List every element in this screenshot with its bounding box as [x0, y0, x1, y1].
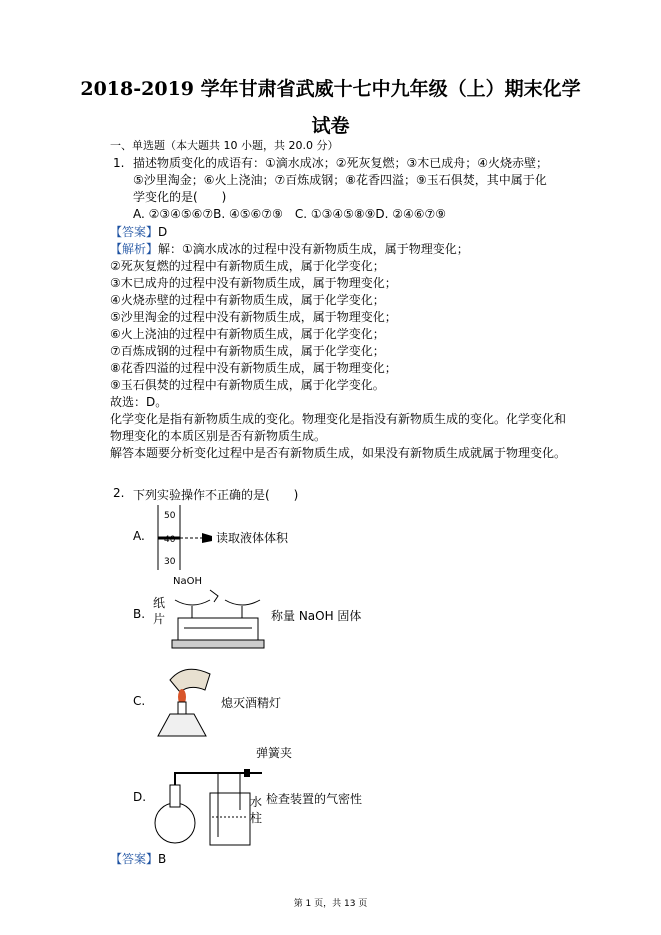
- answer-tag: 【答案】: [110, 852, 159, 866]
- q1-number: 1.: [113, 156, 125, 170]
- analysis-line: ⑦百炼成钢的过程中有新物质生成，属于化学变化；: [110, 344, 385, 358]
- option-d-label: D.: [133, 790, 147, 804]
- q1-stem-line: 学变化的是( ): [133, 190, 227, 204]
- analysis-line: ⑧花香四溢的过程中没有新物质生成，属于物理变化；: [110, 361, 397, 375]
- alcohol-lamp-illustration: [150, 662, 225, 740]
- q1-options: A. ②③④⑤⑥⑦B. ④⑤⑥⑦⑨ C. ①③④⑤⑧⑨D. ②④⑥⑦⑨: [133, 207, 447, 221]
- analysis-line: ③木已成舟的过程中没有新物质生成，属于物理变化；: [110, 276, 397, 290]
- answer-value: D: [158, 225, 168, 239]
- tick-label: 40: [164, 535, 176, 545]
- q2-stem: 下列实验操作不正确的是( ): [133, 488, 299, 502]
- q1-stem-line: ⑤沙里淘金；⑥火上浇油；⑦百炼成钢；⑧花香四溢；⑨玉石俱焚，其中属于化: [133, 173, 547, 187]
- clip-label: 弹簧夹: [256, 746, 293, 760]
- naoh-label: NaOH: [173, 576, 202, 587]
- column-label: 柱: [250, 811, 263, 825]
- answer-value: B: [158, 852, 167, 866]
- water-label: 水: [250, 795, 263, 809]
- option-d-text: 检查装置的气密性: [266, 792, 363, 806]
- analysis-tag: 【解析】: [110, 242, 159, 256]
- balance-illustration: [170, 588, 265, 656]
- q2-number: 2.: [113, 486, 125, 500]
- tick-label: 30: [164, 557, 176, 567]
- analysis-line: 化学变化是指有新物质生成的变化。物理变化是指没有新物质生成的变化。化学变化和: [110, 412, 567, 426]
- analysis-line: 解：①滴水成冰的过程中没有新物质生成，属于物理变化；: [158, 242, 469, 256]
- title-line1: 2018-2019 学年甘肃省武威十七中九年级（上）期末化学: [80, 78, 581, 100]
- option-b-label: B.: [133, 607, 146, 621]
- option-c-text: 熄灭酒精灯: [221, 696, 282, 710]
- paper-label: 片: [153, 612, 166, 626]
- q1-stem-line: 描述物质变化的成语有：①滴水成冰；②死灰复燃；③木已成舟；④火烧赤壁；: [133, 156, 549, 170]
- analysis-line: 解答本题要分析变化过程中是否有新物质生成，如果没有新物质生成就属于物理变化。: [110, 446, 567, 460]
- option-a-text: 读取液体体积: [216, 531, 289, 545]
- q1-stem: [133, 155, 548, 223]
- tick-label: 50: [164, 511, 176, 521]
- option-b-text: 称量 NaOH 固体: [271, 609, 362, 623]
- analysis-line: ⑨玉石俱焚的过程中有新物质生成，属于化学变化。: [110, 378, 385, 392]
- airtightness-apparatus-illustration: [150, 755, 270, 847]
- analysis-line: 故选：D。: [110, 395, 168, 409]
- analysis-line: ④火烧赤壁的过程中有新物质生成，属于化学变化；: [110, 293, 385, 307]
- option-c-label: C.: [133, 694, 146, 708]
- analysis-line: ②死灰复燃的过程中有新物质生成，属于化学变化；: [110, 259, 385, 273]
- q1-analysis: [110, 241, 566, 462]
- q1-answer: [110, 224, 167, 241]
- analysis-line: ⑤沙里淘金的过程中没有新物质生成，属于物理变化；: [110, 310, 397, 324]
- title-line2: 试卷: [311, 115, 350, 137]
- q2-answer: [110, 850, 166, 867]
- page-footer: 第 1 页，共 13 页: [293, 899, 368, 909]
- analysis-line: ⑥火上浇油的过程中有新物质生成，属于化学变化；: [110, 327, 385, 341]
- option-a-label: A.: [133, 529, 145, 543]
- analysis-line: 物理变化的本质区别是否有新物质生成。: [110, 429, 327, 443]
- paper-label: 纸: [153, 596, 166, 610]
- section-heading: 一、单选题（本大题共 10 小题，共 20.0 分）: [110, 139, 339, 152]
- answer-tag: 【答案】: [110, 225, 159, 239]
